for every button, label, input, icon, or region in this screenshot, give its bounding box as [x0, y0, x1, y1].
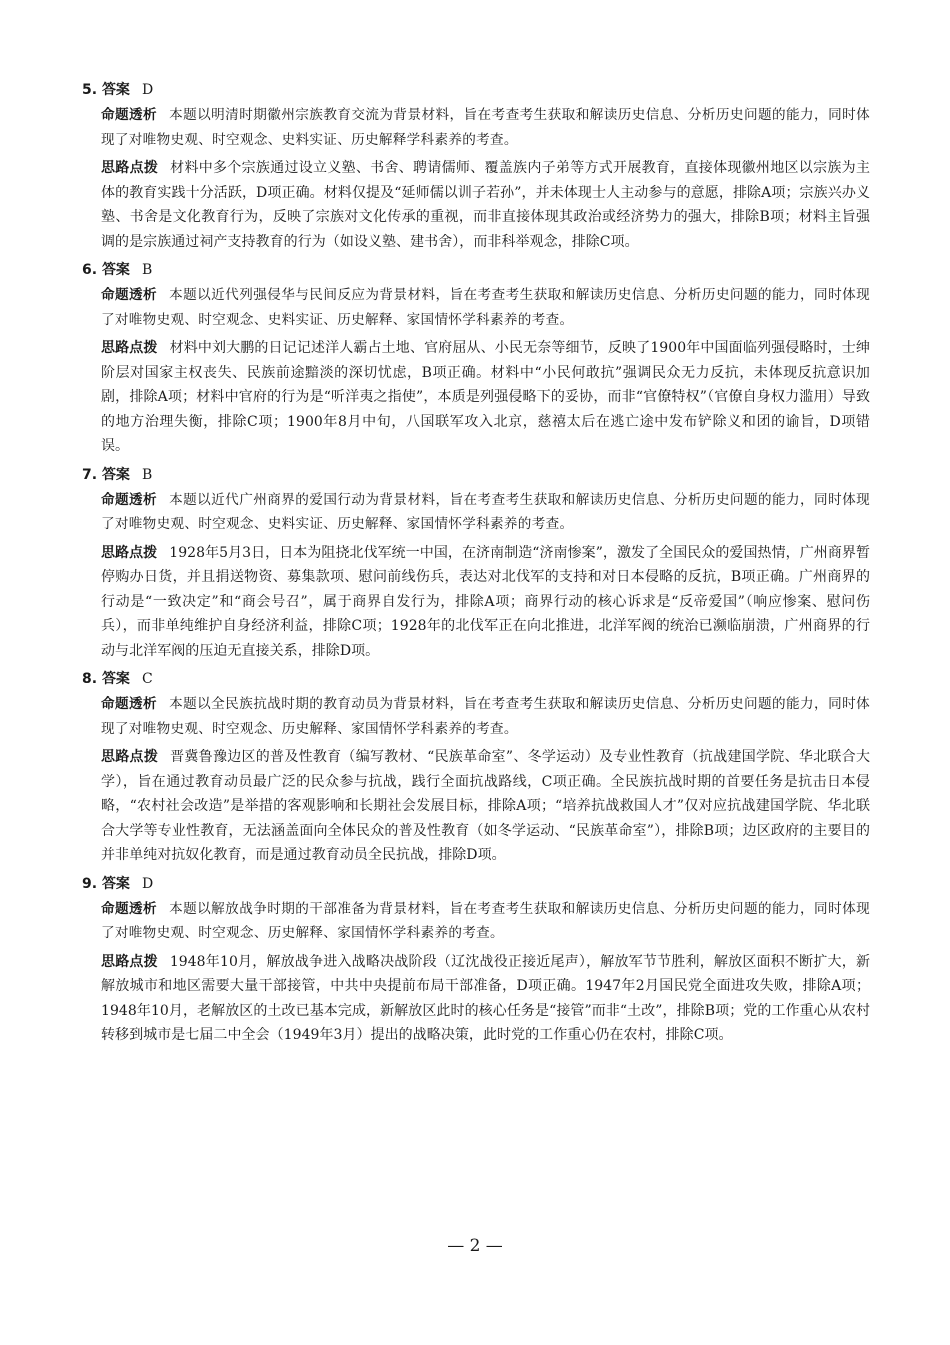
analysis-label: 命题透析 — [101, 107, 158, 123]
analysis-text: 本题以近代列强侵华与民间反应为背景材料，旨在考查考生获取和解读历史信息、分析历史问题的能力，同时体现了对唯物史观、时空观念、史料实证、历史解释、家国情怀学科素养的考查。 — [101, 287, 871, 328]
answer-page — [82, 78, 870, 1052]
hint-text: 1948年10月，解放战争进入战略决战阶段（辽沈战役正接近尾声），解放军节节胜利，解放区面积不断扩大，新解放城市和地区需要大量干部接管，中共中央提前布局干部准备，D项正确。1947年2月国民党全面进攻失败，排除A项；1948年10月，老解放区的土改已基本完成，新解放区此时的核心任务是“接管”而非“土改”，排除B项；党的工作重心从农村转移到城市是七届二中全会（1949年3月）提出的战略决策，此时党的工作重心仍在农村，排除C项。 — [101, 953, 870, 1043]
analysis-text: 本题以明清时期徽州宗族教育交流为背景材料，旨在考查考生获取和解读历史信息、分析历史问题的能力，同时体现了对唯物史观、时空观念、史料实证、历史解释学科素养的考查。 — [101, 107, 871, 148]
answer-line — [82, 78, 870, 102]
question-5 — [82, 78, 870, 254]
hint-paragraph — [82, 541, 870, 664]
page-number: — 2 — — [447, 1236, 503, 1256]
hint-paragraph — [82, 156, 870, 254]
question-number: 8. — [82, 671, 98, 687]
answer-letter: D — [141, 875, 154, 892]
analysis-text: 本题以近代广州商界的爱国行动为背景材料，旨在考查考生获取和解读历史信息、分析历史问题的能力，同时体现了对唯物史观、时空观念、史料实证、历史解释、家国情怀学科素养的考查。 — [101, 491, 871, 532]
answer-line — [82, 258, 870, 282]
hint-text: 晋冀鲁豫边区的普及性教育（编写教材、“民族革命室”、冬学运动）及专业性教育（抗战建国学院、华北联合大学），旨在通过教育动员最广泛的民众参与抗战，践行全面抗战路线，C项正确。全民族抗战时期的首要任务是抗击日本侵略，“农村社会改造”是举措的客观影响和长期社会发展目标，排除A项；“培养抗战救国人才”仅对应抗战建国学院、华北联合大学等专业性教育，无法涵盖面向全体民众的普及性教育（如冬学运动、“民族革命室”），排除B项；边区政府的主要目的并非单纯对抗奴化教育，而是通过教育动员全民抗战，排除D项。 — [101, 749, 871, 863]
question-number: 9. — [82, 875, 98, 892]
hint-paragraph — [82, 336, 870, 459]
analysis-paragraph — [82, 692, 870, 741]
analysis-paragraph — [82, 283, 870, 332]
question-number: 6. — [82, 262, 98, 278]
question-number: 7. — [82, 466, 98, 483]
analysis-label: 命题透析 — [101, 696, 158, 712]
answer-line — [82, 872, 870, 896]
hint-label: 思路点拨 — [101, 749, 159, 765]
hint-label: 思路点拨 — [101, 544, 158, 561]
answer-letter: D — [141, 82, 154, 98]
analysis-text: 本题以全民族抗战时期的教育动员为背景材料，旨在考查考生获取和解读历史信息、分析历史问题的能力，同时体现了对唯物史观、时空观念、历史解释、家国情怀学科素养的考查。 — [101, 696, 871, 737]
question-number: 5. — [82, 82, 98, 98]
answer-line — [82, 667, 870, 691]
analysis-label: 命题透析 — [101, 491, 158, 508]
hint-label: 思路点拨 — [101, 160, 159, 176]
hint-text: 1928年5月3日，日本为阻挠北伐军统一中国，在济南制造“济南惨案”，激发了全国民众的爱国热情，广州商界暂停购办日货，并且捐送物资、募集款项、慰问前线伤兵，表达对北伐军的支持和对日本侵略的反抗，B项正确。广州商界的行动是“一致决定”和“商会号召”，属于商界自发行为，排除A项；商界行动的核心诉求是“反帝爱国”（响应惨案、慰问伤兵），而非单纯维护自身经济利益，排除C项；1928年的北伐军正在向北推进，北洋军阀的统治已濒临崩溃，广州商界的行动与北洋军阀的压迫无直接关系，排除D项。 — [101, 544, 870, 659]
answer-letter: C — [141, 671, 153, 687]
answer-label: 答案 — [101, 875, 130, 892]
analysis-label: 命题透析 — [101, 900, 158, 917]
analysis-text: 本题以解放战争时期的干部准备为背景材料，旨在考查考生获取和解读历史信息、分析历史问题的能力，同时体现了对唯物史观、时空观念、历史解释、家国情怀学科素养的考查。 — [101, 900, 871, 941]
analysis-paragraph — [82, 488, 870, 537]
answer-line — [82, 463, 870, 487]
question-9 — [82, 872, 870, 1048]
answer-label: 答案 — [101, 671, 130, 687]
question-7 — [82, 463, 870, 664]
question-8 — [82, 667, 870, 868]
answer-letter: B — [141, 262, 153, 278]
hint-label: 思路点拨 — [101, 340, 158, 356]
answer-label: 答案 — [101, 466, 130, 483]
answer-label: 答案 — [101, 262, 130, 278]
hint-text: 材料中多个宗族通过设立义塾、书舍、聘请儒师、覆盖族内子弟等方式开展教育，直接体现徽州地区以宗族为主体的教育实践十分活跃，D项正确。材料仅提及“延师儒以训子若孙”，并未体现士人主动参与的意愿，排除A项；宗族兴办义塾、书舍是文化教育行为，反映了宗族对文化传承的重视，而非直接体现其政治或经济势力的强大，排除B项；材料主旨强调的是宗族通过祠产支持教育的行为（如设义塾、建书舍），而非科举观念，排除C项。 — [101, 160, 870, 250]
answer-label: 答案 — [101, 82, 130, 98]
hint-label: 思路点拨 — [101, 953, 158, 970]
answer-letter: B — [141, 466, 153, 483]
hint-paragraph — [82, 745, 870, 868]
hint-text: 材料中刘大鹏的日记记述洋人霸占土地、官府屈从、小民无奈等细节，反映了1900年中国面临列强侵略时，士绅阶层对国家主权丧失、民族前途黯淡的深切忧虑，B项正确。材料中“小民何敢抗”强调民众无力反抗，未体现反抗意识加剧，排除A项；材料中官府的行为是“听洋夷之指使”，本质是列强侵略下的妥协，而非“官僚特权”（官僚自身权力滥用）导致的地方治理失衡，排除C项；1900年8月中旬，八国联军攻入北京，慈禧太后在逃亡途中发布铲除义和团的谕旨，D项错误。 — [101, 340, 870, 454]
analysis-paragraph — [82, 103, 870, 152]
analysis-label: 命题透析 — [101, 287, 158, 303]
analysis-paragraph — [82, 897, 870, 946]
hint-paragraph — [82, 950, 870, 1048]
question-6 — [82, 258, 870, 459]
